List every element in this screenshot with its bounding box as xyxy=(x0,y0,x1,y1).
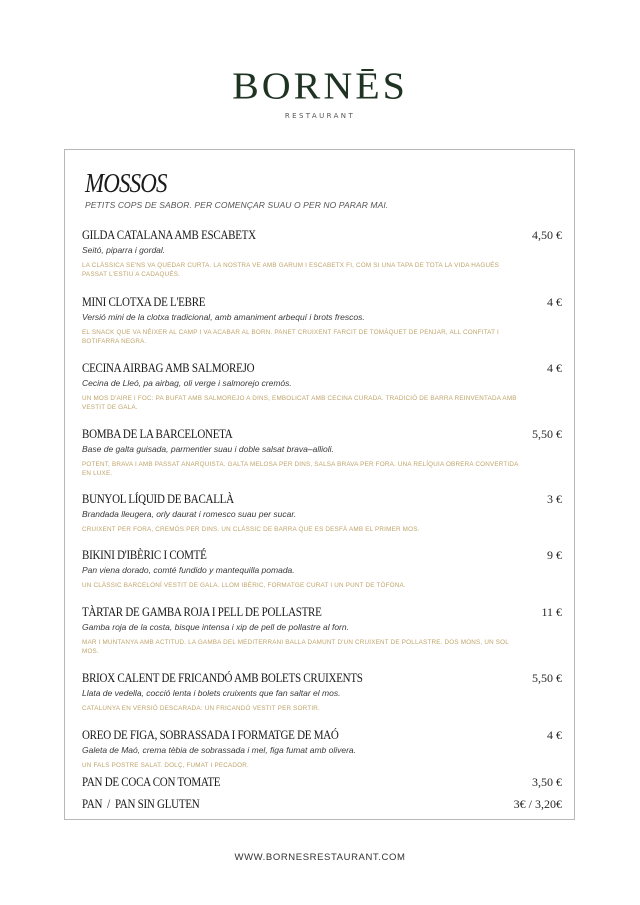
item-note: UN FALS POSTRE SALAT. DOLÇ, FUMAT I PECADOR. xyxy=(82,762,249,769)
item-note: UN CLÀSSIC BARCELONÍ VESTIT DE GALA. LLOM IBÈRIC, FORMATGE CURAT I UN PUNT DE TÒFONA. xyxy=(82,582,406,589)
item-name: BUNYOL LÍQUID DE BACALLÀ xyxy=(82,492,234,506)
item-price: 3 € xyxy=(547,492,562,506)
item-name: BIKINI D'IBÈRIC I COMTÉ xyxy=(82,548,207,562)
item-price: 9 € xyxy=(547,548,562,562)
item-name: OREO DE FIGA, SOBRASSADA I FORMATGE DE MAÓ xyxy=(82,728,339,742)
item-note: MAR I MUNTANYA AMB ACTITUD. LA GAMBA DEL MEDITERRANI BALLA DAMUNT D'UN CRUIXENT DE POLLASTRE. DOS MONS, UN SOL MOS. xyxy=(82,639,509,655)
item-name: BOMBA DE LA BARCELONETA xyxy=(82,427,233,441)
menu-item xyxy=(82,361,562,412)
item-note: EL SNACK QUE VA NÉIXER AL CAMP I VA ACABAR AL BORN. PANET CRUIXENT FARCIT DE TOMÀQUET DE PENJAR, ALL CONFITAT I BOTIFARRA NEGRA. xyxy=(82,329,499,345)
menu-item xyxy=(82,228,562,279)
item-name: TÀRTAR DE GAMBA ROJA I PELL DE POLLASTRE xyxy=(82,605,322,619)
menu-item xyxy=(82,548,562,590)
item-note: UN MOS D'AIRE I FOC: PA BUFAT AMB SALMOREJO A DINS, EMBOLICAT AMB CECINA CURADA. TRADICIÓ DE BARRA REINVENTADA AMB VESTIT DE GALA. xyxy=(82,395,517,411)
section-title: MOSSOS xyxy=(85,168,167,198)
item-price: 4 € xyxy=(547,361,562,375)
item-description: Versió mini de la clotxa tradicional, amb amaniment arbequí i brots frescos. xyxy=(82,312,365,322)
menu-item xyxy=(82,671,562,713)
item-description: Pan viena dorado, comté fundido y mantequilla pomada. xyxy=(82,565,295,575)
item-note: CATALUNYA EN VERSIÓ DESCARADA: UN FRICANDÓ VESTIT PER SORTIR. xyxy=(82,705,320,712)
item-price: 3,50 € xyxy=(532,775,562,789)
menu-item xyxy=(82,492,562,534)
website-link[interactable]: WWW.BORNESRESTAURANT.COM xyxy=(234,852,406,863)
menu-item xyxy=(82,797,562,812)
item-description: Base de galta guisada, parmentier suau i doble salsat brava–allioli. xyxy=(82,444,334,454)
item-description: Galeta de Maó, crema tèbia de sobrassada i mel, figa fumat amb olivera. xyxy=(82,745,357,755)
item-price: 5,50 € xyxy=(532,427,562,441)
logo-wordmark: BORNĒS xyxy=(232,64,408,107)
menu-card xyxy=(64,149,575,820)
item-note: LA CLÀSSICA SE'NS VA QUEDAR CURTA. LA NOSTRA VE AMB GARUM I ESCABETX FI, COM SI UNA TAPA DE TOTA LA VIDA HAGUÉS PASSAT L'ESTIU A CADAQUÉS. xyxy=(82,262,500,278)
item-price: 4 € xyxy=(547,295,562,309)
menu-item xyxy=(82,728,562,770)
logo-subtitle: RESTAURANT xyxy=(284,112,356,120)
item-description: Llata de vedella, cocció lenta i bolets cruixents que fan saltar el mos. xyxy=(82,688,341,698)
restaurant-logo xyxy=(0,66,640,120)
item-note: POTENT, BRAVA I AMB PASSAT ANARQUISTA. GALTA MELOSA PER DINS, SALSA BRAVA PER FORA. UNA RELÍQUIA OBRERA CONVERTIDA EN LUXE. xyxy=(82,461,519,477)
item-name: PAN / PAN SIN GLUTEN xyxy=(82,797,200,811)
item-description: Cecina de Lleó, pa airbag, oli verge i salmorejo cremós. xyxy=(82,378,292,388)
item-price: 4,50 € xyxy=(532,228,562,242)
menu-item xyxy=(82,605,562,656)
item-note: CRUIXENT PER FORA, CREMÓS PER DINS. UN CLÀSSIC DE BARRA QUE ES DESFÀ AMB EL PRIMER MOS. xyxy=(82,526,420,533)
item-name: CECINA AIRBAG AMB SALMOREJO xyxy=(82,361,255,375)
menu-item xyxy=(82,427,562,478)
item-description: Seitó, piparra i gordal. xyxy=(82,245,166,255)
section-subtitle: PETITS COPS DE SABOR. PER COMENÇAR SUAU O PER NO PARAR MAI. xyxy=(85,200,389,210)
item-price: 3€ / 3,20€ xyxy=(513,797,562,811)
menu-item xyxy=(82,295,562,346)
item-name: PAN DE COCA CON TOMATE xyxy=(82,775,221,789)
item-name: GILDA CATALANA AMB ESCABETX xyxy=(82,228,256,242)
item-name: MINI CLOTXA DE L'EBRE xyxy=(82,295,206,309)
item-price: 11 € xyxy=(541,605,562,619)
item-name: BRIOX CALENT DE FRICANDÓ AMB BOLETS CRUIXENTS xyxy=(82,671,363,685)
menu-item xyxy=(82,775,562,790)
item-description: Brandada lleugera, orly daurat i romesco suau per sucar. xyxy=(82,509,297,519)
item-price: 5,50 € xyxy=(532,671,562,685)
item-description: Gamba roja de la costa, bisque intensa i xip de pell de pollastre al forn. xyxy=(82,622,349,632)
item-price: 4 € xyxy=(547,728,562,742)
